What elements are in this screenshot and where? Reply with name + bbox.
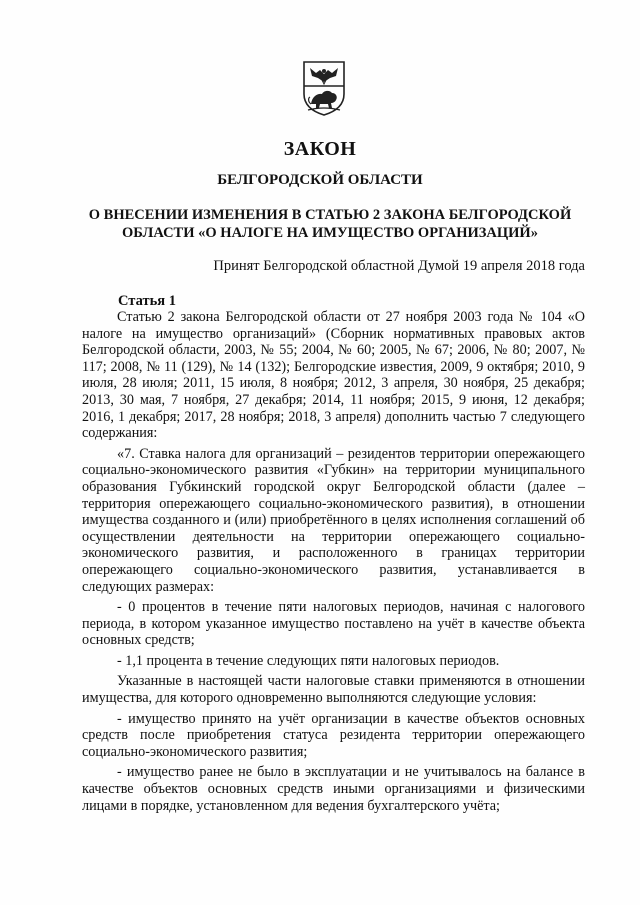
paragraph: - имущество ранее не было в эксплуатации и не учитывалось на балансе в качестве объектов основных средств иными организациями и физическими лицами в порядке, установленном для ведения бухгалтерского учёта; [82,764,585,814]
belgorod-coat-of-arms-icon [302,60,346,116]
paragraph: «7. Ставка налога для организаций – резидентов территории опережающего социально-экономического развития «Губкин» на территории муниципального образования Губкинский городской округ Белгородской области (далее – территория опережающего социально-экономического развития), в отношении имущества созданного и (или) приобретённого в целях исполнения соглашений об осуществлении деятельности на территории опережающего социально-экономического развития, и расположенного в границах территории опережающего социально-экономического развития, устанавливается в следующих размерах: [82,445,585,595]
document-subtitle: БЕЛГОРОДСКОЙ ОБЛАСТИ [217,172,423,188]
law-heading: О ВНЕСЕНИИ ИЗМЕНЕНИЯ В СТАТЬЮ 2 ЗАКОНА БЕЛГОРОДСКОЙ ОБЛАСТИ «О НАЛОГЕ НА ИМУЩЕСТВО ОРГАНИЗАЦИЙ» [88,207,572,241]
adoption-note: Принят Белгородской областной Думой 19 апреля 2018 года [213,258,585,274]
paragraph: - 1,1 процента в течение следующих пяти налоговых периодов. [117,652,500,669]
paragraph: Статью 2 закона Белгородской области от 27 ноября 2003 года № 104 «О налоге на имущество организаций» (Сборник нормативных правовых актов Белгородской области, 2003, № 55; 2004, № 60; 2005, № 67; 2006, № 80; 2007, № 117; 2008, № 11 (129), № 14 (132); Белгородские известия, 2009, 9 октября; 2010, 9 июля, 28 июля; 2011, 15 июля, 8 ноября; 2012, 3 апреля, 30 ноября, 25 декабря; 2013, 30 мая, 7 ноября, 27 декабря; 2014, 11 ноября; 2015, 9 июня, 12 декабря; 2016, 1 декабря; 2017, 28 ноября; 2018, 3 апреля) дополнить частью 7 следующего содержания: [82,309,585,442]
paragraph: - 0 процентов в течение пяти налоговых периодов, начиная с налогового периода, в котором указанное имущество поставлено на учёт в качестве объекта основных средств; [82,599,585,649]
document-title: ЗАКОН [283,138,357,160]
paragraph: - имущество принято на учёт организации в качестве объектов основных средств после приобретения статуса резидента территории опережающего социально-экономического развития; [82,710,585,760]
paragraph: Указанные в настоящей части налоговые ставки применяются в отношении имущества, для которого одновременно выполняются следующие условия: [82,673,585,707]
article-body [82,309,585,814]
article-title: Статья 1 [118,293,176,309]
